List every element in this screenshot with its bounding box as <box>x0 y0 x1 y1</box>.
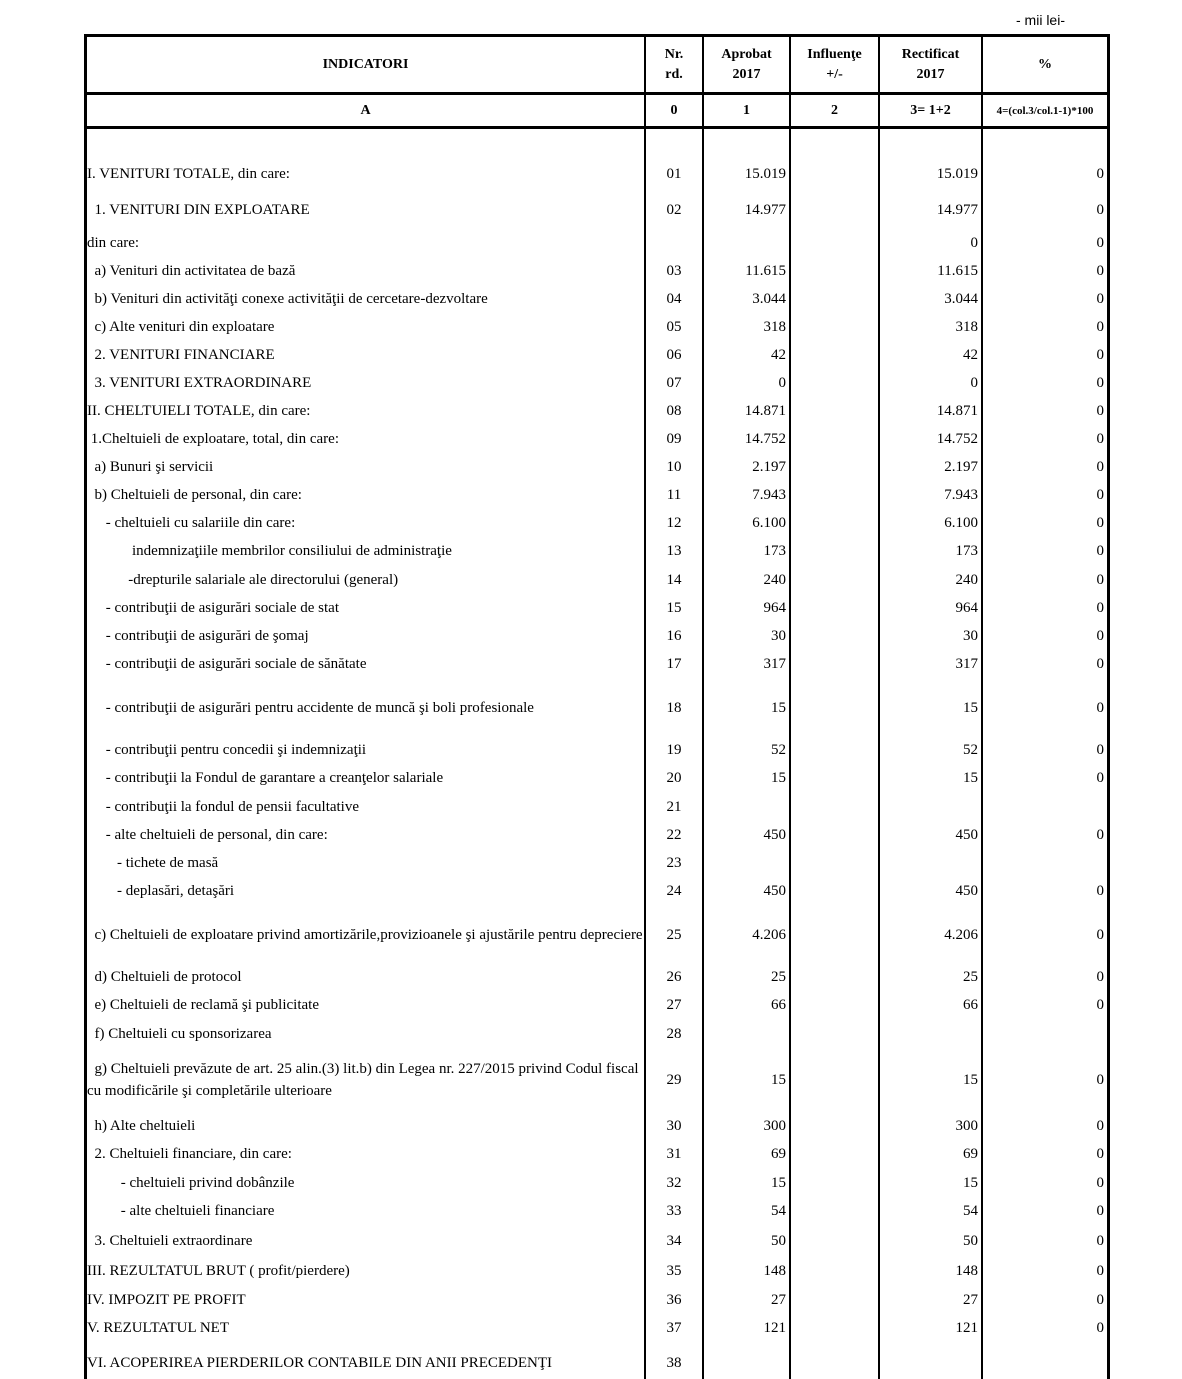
row-aprobat: 11.615 <box>745 262 786 279</box>
row-influente <box>791 878 878 904</box>
header-nr: Nr. rd. <box>664 46 684 82</box>
row-rectificat: 15 <box>963 699 978 716</box>
row-indicator: - contribuţii de asigurări sociale de stat <box>87 600 340 616</box>
row-indicator: V. REZULTATUL NET <box>87 1320 229 1336</box>
table-row <box>0 567 1182 593</box>
row-aprobat: 450 <box>763 826 786 843</box>
row-percent: 0 <box>1096 1262 1104 1279</box>
row-number: 18 <box>666 699 682 716</box>
row-indicator: 1.Cheltuieli de exploatare, total, din care: <box>87 431 339 447</box>
table-row <box>0 737 1182 763</box>
row-number: 25 <box>666 926 682 943</box>
row-influente <box>791 454 878 480</box>
row-rectificat: 42 <box>963 346 978 363</box>
row-aprobat: 15 <box>771 1174 786 1191</box>
row-influente <box>791 1021 878 1047</box>
row-indicator: - tichete de masă <box>87 855 219 871</box>
row-aprobat: 30 <box>771 627 786 644</box>
row-indicator: - contribuţii de asigurări pentru accidente de muncă şi boli profesionale <box>87 700 534 716</box>
unit-note: - mii lei- <box>1016 12 1065 28</box>
row-number: 02 <box>666 201 682 218</box>
row-percent: 0 <box>1096 655 1104 672</box>
table-row <box>0 398 1182 424</box>
table-row <box>0 426 1182 452</box>
row-percent: 0 <box>1096 1232 1104 1249</box>
row-rectificat: 14.977 <box>936 201 978 218</box>
row-rectificat: 964 <box>955 599 978 616</box>
row-percent: 0 <box>1096 741 1104 758</box>
table-row <box>0 878 1182 904</box>
row-rectificat: 450 <box>955 826 978 843</box>
row-influente <box>791 1141 878 1167</box>
row-percent: 0 <box>1096 1071 1104 1088</box>
row-percent: 0 <box>1096 882 1104 899</box>
row-number: 28 <box>666 1025 682 1042</box>
row-rectificat <box>880 794 981 820</box>
header-influente: Influenţe +/- <box>807 46 862 82</box>
row-indicator: 3. VENITURI EXTRAORDINARE <box>87 375 312 391</box>
row-rectificat <box>880 1347 981 1379</box>
row-percent: 0 <box>1096 374 1104 391</box>
row-rectificat: 66 <box>963 996 978 1013</box>
row-rectificat: 11.615 <box>937 262 978 279</box>
row-percent <box>983 1021 1107 1047</box>
row-percent: 0 <box>1096 699 1104 716</box>
row-indicator: II. CHELTUIELI TOTALE, din care: <box>87 403 311 419</box>
row-influente <box>791 567 878 593</box>
row-percent: 0 <box>1096 996 1104 1013</box>
table-row <box>0 992 1182 1018</box>
row-percent: 0 <box>1096 968 1104 985</box>
row-percent: 0 <box>1096 542 1104 559</box>
row-rectificat: 7.943 <box>944 486 978 503</box>
row-indicator: - deplasări, detaşări <box>87 883 235 899</box>
row-number: 30 <box>666 1117 682 1134</box>
row-rectificat: 4.206 <box>944 926 978 943</box>
header-percent: % <box>1038 56 1052 72</box>
row-number: 37 <box>666 1319 682 1336</box>
row-influente <box>791 1057 878 1103</box>
row-percent: 0 <box>1096 430 1104 447</box>
row-number: 27 <box>666 996 682 1013</box>
row-rectificat: 0 <box>970 374 978 391</box>
row-aprobat: 50 <box>771 1232 786 1249</box>
table-row <box>0 822 1182 848</box>
row-rectificat: 15 <box>963 769 978 786</box>
row-indicator: b) Venituri din activităţi conexe activităţii de cercetare-dezvoltare <box>87 291 488 307</box>
row-number: 23 <box>666 854 682 871</box>
row-aprobat <box>704 850 789 876</box>
row-rectificat: 300 <box>955 1117 978 1134</box>
row-number: 13 <box>666 542 682 559</box>
row-aprobat: 14.871 <box>744 402 786 419</box>
row-percent: 0 <box>1096 402 1104 419</box>
row-number: 06 <box>666 346 682 363</box>
row-percent: 0 <box>1096 826 1104 843</box>
row-percent <box>983 850 1107 876</box>
row-rectificat: 50 <box>963 1232 978 1249</box>
row-aprobat: 240 <box>763 571 786 588</box>
row-influente <box>791 370 878 396</box>
table-row <box>0 683 1182 733</box>
row-number: 29 <box>666 1071 682 1088</box>
row-rectificat: 14.871 <box>936 402 978 419</box>
row-rectificat: 240 <box>955 571 978 588</box>
table-row <box>0 538 1182 564</box>
row-number <box>646 230 702 256</box>
table-row <box>0 1021 1182 1047</box>
row-indicator: a) Venituri din activitatea de bază <box>87 263 296 279</box>
row-aprobat: 15 <box>771 769 786 786</box>
row-influente <box>791 398 878 424</box>
row-aprobat <box>704 794 789 820</box>
row-percent: 0 <box>1096 599 1104 616</box>
row-influente <box>791 794 878 820</box>
row-influente <box>791 651 878 677</box>
row-influente <box>791 1228 878 1254</box>
row-influente <box>791 623 878 649</box>
row-indicator: VI. ACOPERIREA PIERDERILOR CONTABILE DIN ANII PRECEDENŢI <box>87 1355 553 1371</box>
row-rectificat: 27 <box>963 1291 978 1308</box>
row-number: 12 <box>666 514 682 531</box>
row-influente <box>791 342 878 368</box>
table-row <box>0 1113 1182 1139</box>
header-aprobat: Aprobat 2017 <box>721 46 772 82</box>
row-influente <box>791 737 878 763</box>
row-number: 17 <box>666 655 682 672</box>
row-number: 20 <box>666 769 682 786</box>
row-aprobat: 6.100 <box>752 514 786 531</box>
row-rectificat: 30 <box>963 627 978 644</box>
table-row <box>0 370 1182 396</box>
header-indicatori: INDICATORI <box>322 56 409 72</box>
row-indicator: - cheltuieli privind dobânzile <box>87 1175 295 1191</box>
row-indicator: a) Bunuri şi servicii <box>87 459 214 475</box>
table-row <box>0 1057 1182 1103</box>
row-influente <box>791 1113 878 1139</box>
row-number: 03 <box>666 262 682 279</box>
row-number: 38 <box>666 1354 682 1371</box>
row-influente <box>791 426 878 452</box>
row-influente <box>791 510 878 536</box>
table-row <box>0 342 1182 368</box>
table-row <box>0 1315 1182 1341</box>
row-influente <box>791 258 878 284</box>
table-row <box>0 454 1182 480</box>
row-aprobat: 964 <box>763 599 786 616</box>
row-indicator: IV. IMPOZIT PE PROFIT <box>87 1292 246 1308</box>
row-aprobat <box>704 1347 789 1379</box>
row-percent: 0 <box>1096 769 1104 786</box>
row-influente <box>791 196 878 224</box>
table-row <box>0 230 1182 256</box>
subheader-col4: 4=(col.3/col.1-1)*100 <box>996 104 1094 117</box>
row-aprobat: 121 <box>763 1319 786 1336</box>
row-indicator: din care: <box>87 235 140 251</box>
row-number: 08 <box>666 402 682 419</box>
table-row <box>0 258 1182 284</box>
subheader-col3: 3= 1+2 <box>910 102 951 118</box>
subheader-col2: 2 <box>831 102 838 118</box>
row-influente <box>791 765 878 791</box>
row-influente <box>791 850 878 876</box>
row-aprobat: 14.977 <box>744 201 786 218</box>
row-influente <box>791 538 878 564</box>
table-row <box>0 1258 1182 1284</box>
row-indicator: e) Cheltuieli de reclamă şi publicitate <box>87 997 319 1013</box>
row-aprobat: 7.943 <box>752 486 786 503</box>
row-indicator: indemnizaţiile membrilor consiliului de administraţie <box>87 543 452 559</box>
table-row <box>0 1287 1182 1313</box>
row-indicator: 2. VENITURI FINANCIARE <box>87 347 275 363</box>
row-influente <box>791 1347 878 1379</box>
row-percent: 0 <box>1096 1319 1104 1336</box>
table-row <box>0 1228 1182 1254</box>
row-indicator: - contribuţii de asigurări de şomaj <box>87 628 309 644</box>
subheader-col0: 0 <box>670 102 678 118</box>
row-rectificat: 6.100 <box>944 514 978 531</box>
subheader-col1: 1 <box>743 102 750 118</box>
row-percent <box>983 794 1107 820</box>
row-number: 32 <box>666 1174 682 1191</box>
row-indicator: g) Cheltuieli prevăzute de art. 25 alin.(3) lit.b) din Legea nr. 227/2015 privind Codul fiscal cu modificările şi completările ulterioare <box>87 1061 643 1099</box>
row-indicator: - contribuţii la fondul de pensii facultative <box>87 799 360 815</box>
row-indicator: f) Cheltuieli cu sponsorizarea <box>87 1026 272 1042</box>
table-row <box>0 482 1182 508</box>
header-divider <box>84 126 1110 129</box>
table-row <box>0 1141 1182 1167</box>
row-percent: 0 <box>1096 1117 1104 1134</box>
row-percent: 0 <box>1096 486 1104 503</box>
row-number: 26 <box>666 968 682 985</box>
row-indicator: c) Alte venituri din exploatare <box>87 319 275 335</box>
table-row <box>0 314 1182 340</box>
row-indicator: c) Cheltuieli de exploatare privind amortizările,provizioanele şi ajustările pentru depreciere <box>87 927 643 943</box>
row-rectificat: 54 <box>963 1202 978 1219</box>
row-percent: 0 <box>1096 165 1104 182</box>
row-number: 24 <box>666 882 682 899</box>
row-rectificat: 14.752 <box>936 430 978 447</box>
row-aprobat: 27 <box>771 1291 786 1308</box>
row-influente <box>791 683 878 733</box>
table-row <box>0 850 1182 876</box>
row-percent: 0 <box>1096 926 1104 943</box>
table-row <box>0 912 1182 958</box>
row-number: 14 <box>666 571 682 588</box>
row-rectificat: 2.197 <box>944 458 978 475</box>
row-rectificat: 15 <box>963 1071 978 1088</box>
table-row <box>0 765 1182 791</box>
row-number: 34 <box>666 1232 682 1249</box>
row-rectificat: 450 <box>955 882 978 899</box>
row-rectificat: 69 <box>963 1145 978 1162</box>
row-influente <box>791 286 878 312</box>
row-aprobat: 15.019 <box>744 165 786 182</box>
table-row <box>0 160 1182 188</box>
row-percent: 0 <box>1096 458 1104 475</box>
table-row <box>0 794 1182 820</box>
row-rectificat: 148 <box>955 1262 978 1279</box>
row-aprobat: 66 <box>771 996 786 1013</box>
row-aprobat: 69 <box>771 1145 786 1162</box>
row-indicator: - alte cheltuieli financiare <box>87 1203 275 1219</box>
row-percent: 0 <box>1096 1174 1104 1191</box>
row-percent: 0 <box>1096 627 1104 644</box>
row-rectificat: 317 <box>955 655 978 672</box>
row-indicator: 3. Cheltuieli extraordinare <box>87 1233 253 1249</box>
row-indicator: -drepturile salariale ale directorului (general) <box>87 572 399 588</box>
row-influente <box>791 1170 878 1196</box>
row-aprobat: 300 <box>763 1117 786 1134</box>
row-indicator: 2. Cheltuieli financiare, din care: <box>87 1146 292 1162</box>
row-aprobat: 25 <box>771 968 786 985</box>
row-aprobat: 450 <box>763 882 786 899</box>
row-number: 09 <box>666 430 682 447</box>
row-number: 15 <box>666 599 682 616</box>
table-row <box>0 651 1182 677</box>
row-percent: 0 <box>1096 234 1104 251</box>
row-indicator: - contribuţii de asigurări sociale de sănătate <box>87 656 367 672</box>
row-rectificat: 318 <box>955 318 978 335</box>
row-influente <box>791 314 878 340</box>
row-aprobat: 3.044 <box>752 290 786 307</box>
row-percent: 0 <box>1096 1202 1104 1219</box>
table-row <box>0 964 1182 990</box>
table-row <box>0 1170 1182 1196</box>
row-indicator: b) Cheltuieli de personal, din care: <box>87 487 302 503</box>
row-indicator: h) Alte cheltuieli <box>87 1118 196 1134</box>
header-rectificat: Rectificat 2017 <box>901 46 960 82</box>
row-indicator: d) Cheltuieli de protocol <box>87 969 242 985</box>
row-influente <box>791 595 878 621</box>
row-rectificat: 121 <box>955 1319 978 1336</box>
row-number: 11 <box>666 486 682 503</box>
row-influente <box>791 964 878 990</box>
row-indicator: - contribuţii la Fondul de garantare a creanţelor salariale <box>87 770 444 786</box>
row-influente <box>791 1258 878 1284</box>
row-indicator: 1. VENITURI DIN EXPLOATARE <box>87 202 310 218</box>
row-aprobat: 317 <box>763 655 786 672</box>
row-rectificat <box>880 1021 981 1047</box>
row-number: 31 <box>666 1145 682 1162</box>
row-percent: 0 <box>1096 571 1104 588</box>
row-rectificat: 15.019 <box>936 165 978 182</box>
row-percent: 0 <box>1096 514 1104 531</box>
row-influente <box>791 1287 878 1313</box>
row-aprobat: 52 <box>771 741 786 758</box>
row-aprobat: 54 <box>771 1202 786 1219</box>
row-aprobat <box>704 230 789 256</box>
row-rectificat: 173 <box>955 542 978 559</box>
row-number: 16 <box>666 627 682 644</box>
row-influente <box>791 912 878 958</box>
row-percent: 0 <box>1096 290 1104 307</box>
row-influente <box>791 160 878 188</box>
row-aprobat: 42 <box>771 346 786 363</box>
row-percent: 0 <box>1096 262 1104 279</box>
row-number: 10 <box>666 458 682 475</box>
row-influente <box>791 230 878 256</box>
row-percent: 0 <box>1096 1291 1104 1308</box>
row-number: 01 <box>666 165 682 182</box>
table-row <box>0 1198 1182 1224</box>
row-influente <box>791 1315 878 1341</box>
row-number: 04 <box>666 290 682 307</box>
table-row <box>0 510 1182 536</box>
row-number: 07 <box>666 374 682 391</box>
row-influente <box>791 482 878 508</box>
row-number: 33 <box>666 1202 682 1219</box>
row-indicator: - contribuţii pentru concedii şi indemnizaţii <box>87 742 367 758</box>
row-aprobat: 15 <box>771 699 786 716</box>
row-aprobat: 2.197 <box>752 458 786 475</box>
row-aprobat: 4.206 <box>752 926 786 943</box>
table-row <box>0 623 1182 649</box>
row-percent <box>983 1347 1107 1379</box>
row-aprobat <box>704 1021 789 1047</box>
row-influente <box>791 1198 878 1224</box>
row-percent: 0 <box>1096 1145 1104 1162</box>
row-aprobat: 318 <box>763 318 786 335</box>
row-aprobat: 15 <box>771 1071 786 1088</box>
row-number: 35 <box>666 1262 682 1279</box>
table-row <box>0 595 1182 621</box>
table-row <box>0 286 1182 312</box>
row-aprobat: 173 <box>763 542 786 559</box>
row-percent: 0 <box>1096 201 1104 218</box>
row-rectificat: 52 <box>963 741 978 758</box>
row-rectificat: 25 <box>963 968 978 985</box>
row-indicator: I. VENITURI TOTALE, din care: <box>87 166 290 182</box>
row-rectificat: 3.044 <box>944 290 978 307</box>
subheader-a: A <box>360 102 371 118</box>
row-indicator: - alte cheltuieli de personal, din care: <box>87 827 328 843</box>
row-percent: 0 <box>1096 346 1104 363</box>
row-number: 36 <box>666 1291 682 1308</box>
row-rectificat <box>880 850 981 876</box>
row-aprobat: 148 <box>763 1262 786 1279</box>
row-influente <box>791 822 878 848</box>
row-influente <box>791 992 878 1018</box>
table-row <box>0 196 1182 224</box>
row-aprobat: 14.752 <box>744 430 786 447</box>
row-aprobat: 0 <box>778 374 786 391</box>
row-indicator: - cheltuieli cu salariile din care: <box>87 515 296 531</box>
row-number: 21 <box>666 798 682 815</box>
row-number: 05 <box>666 318 682 335</box>
row-rectificat: 0 <box>970 234 978 251</box>
table-row <box>0 1347 1182 1379</box>
row-number: 19 <box>666 741 682 758</box>
row-rectificat: 15 <box>963 1174 978 1191</box>
row-number: 22 <box>666 826 682 843</box>
row-indicator: III. REZULTATUL BRUT ( profit/pierdere) <box>87 1263 350 1279</box>
row-percent: 0 <box>1096 318 1104 335</box>
